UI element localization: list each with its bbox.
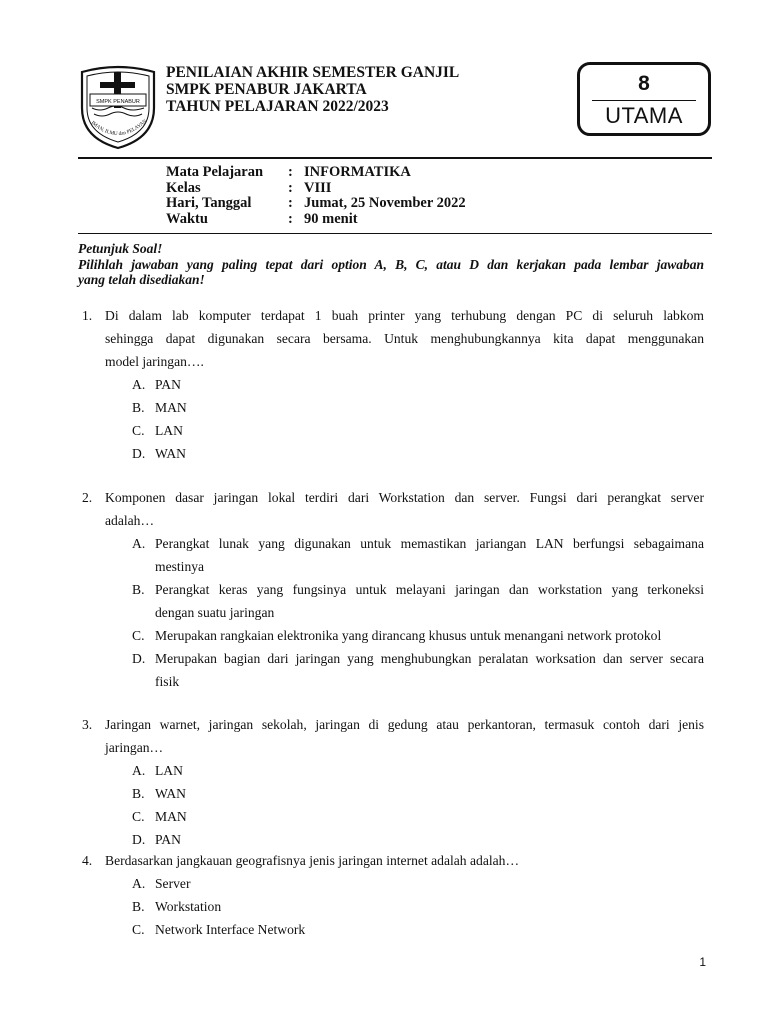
question-2 — [78, 486, 704, 693]
option-text: LAN — [155, 423, 183, 438]
option-text: Server — [155, 876, 191, 891]
answer-option-a[interactable] — [132, 759, 704, 782]
option-letter: A. — [132, 377, 146, 392]
info-key: Mata Pelajaran — [166, 164, 264, 180]
question-number: 1. — [82, 308, 93, 323]
logo-banner-text: SMPK PENABUR — [96, 99, 140, 105]
question-text — [105, 713, 704, 759]
logo-motto-text: IMAN, ILMU dan PELAYAN — [89, 118, 149, 138]
instructions — [78, 241, 704, 288]
exam-info-table — [166, 165, 466, 227]
option-text: PAN — [155, 377, 181, 392]
question-text-line: Berdasarkan jangkauan geografisnya jenis jaringan internet adalah adalah… — [105, 853, 520, 868]
page-number: 1 — [699, 955, 706, 969]
option-text: WAN — [155, 446, 186, 461]
info-colon: : — [288, 164, 293, 180]
option-text: Perangkat keras yang fungsinya untuk melayani jaringan dan workstation yang terkoneksi — [155, 582, 704, 597]
info-key: Waktu — [166, 210, 208, 227]
question-text-line: Komponen dasar jaringan lokal terdiri dari Workstation dan server. Fungsi dari perangkat server — [105, 490, 704, 505]
answer-option-a[interactable] — [132, 532, 704, 578]
question-text-line: Di dalam lab komputer terdapat 1 buah printer yang terhubung dengan PC di seluruh labkom — [105, 308, 704, 323]
school-logo — [78, 64, 158, 150]
option-letter: C. — [132, 922, 145, 937]
info-colon: : — [288, 210, 293, 227]
answer-option-c[interactable] — [132, 624, 704, 647]
option-text: LAN — [155, 763, 183, 778]
exam-code-label: UTAMA — [605, 103, 683, 128]
question-text-line: model jaringan…. — [105, 354, 204, 369]
option-text: Merupakan rangkaian elektronika yang dirancang khusus untuk menangani network protokol — [155, 628, 662, 643]
header-divider-top — [78, 157, 712, 159]
info-value: INFORMATIKA — [304, 164, 411, 180]
answer-option-a[interactable] — [132, 872, 704, 895]
option-text: WAN — [155, 786, 186, 801]
answer-option-d[interactable] — [132, 442, 704, 465]
exam-code-box — [577, 62, 711, 136]
exam-title-block — [166, 64, 459, 115]
school-logo-emblem — [78, 64, 158, 150]
answer-option-c[interactable] — [132, 805, 704, 828]
answer-option-c[interactable] — [132, 419, 704, 442]
option-letter: B. — [132, 899, 145, 914]
question-text-line: jaringan… — [105, 740, 164, 755]
option-text: PAN — [155, 832, 181, 847]
option-letter: D. — [132, 651, 146, 666]
option-letter: B. — [132, 786, 145, 801]
question-text-line: sehingga dapat digunakan secara bersama. Untuk menghubungkannya kita dapat menggunakan — [105, 331, 704, 346]
question-3 — [78, 713, 704, 851]
instructions-heading: Petunjuk Soal! — [78, 241, 163, 256]
option-letter: C. — [132, 423, 145, 438]
exam-title-line-3: TAHUN PELAJARAN 2022/2023 — [166, 98, 389, 115]
option-text: Perangkat lunak yang digunakan untuk memastikan jariangan LAN berfungsi sebagaimana — [155, 536, 704, 551]
question-text — [105, 849, 704, 872]
option-text: MAN — [155, 809, 187, 824]
answer-option-b[interactable] — [132, 578, 704, 624]
answer-option-b[interactable] — [132, 396, 704, 419]
answer-option-b[interactable] — [132, 895, 704, 918]
answer-option-a[interactable] — [132, 373, 704, 396]
info-value: Jumat, 25 November 2022 — [304, 195, 466, 211]
option-text: mestinya — [155, 559, 205, 574]
instructions-line-1: Pilihlah jawaban yang paling tepat dari option A, B, C, atau D dan kerjakan pada lembar jawaban — [78, 256, 704, 272]
answer-option-d[interactable] — [132, 647, 704, 693]
option-text: fisik — [155, 674, 180, 689]
question-number: 2. — [82, 490, 93, 505]
info-row-subject — [166, 165, 466, 181]
question-text-line: adalah… — [105, 513, 155, 528]
option-text: Workstation — [155, 899, 222, 914]
exam-code-divider — [592, 100, 696, 101]
answer-option-c[interactable] — [132, 918, 704, 941]
option-text: dengan suatu jaringan — [155, 605, 275, 620]
exam-title-line-1: PENILAIAN AKHIR SEMESTER GANJIL — [166, 64, 460, 81]
option-letter: C. — [132, 628, 145, 643]
info-colon: : — [288, 195, 293, 211]
question-number: 4. — [82, 853, 93, 868]
info-key: Kelas — [166, 179, 201, 196]
option-letter: C. — [132, 809, 145, 824]
info-key: Hari, Tanggal — [166, 195, 252, 211]
option-letter: B. — [132, 400, 145, 415]
option-text: MAN — [155, 400, 187, 415]
info-colon: : — [288, 179, 293, 196]
exam-title-line-2: SMPK PENABUR JAKARTA — [166, 81, 367, 98]
option-letter: A. — [132, 536, 146, 551]
exam-code-number: 8 — [638, 72, 650, 95]
question-1 — [78, 304, 704, 465]
info-row-class — [166, 181, 466, 197]
question-text — [105, 486, 704, 532]
question-text — [105, 304, 704, 373]
info-value: VIII — [304, 179, 332, 196]
info-row-duration — [166, 212, 466, 228]
answer-option-b[interactable] — [132, 782, 704, 805]
option-letter: A. — [132, 876, 146, 891]
option-text: Network Interface Network — [155, 922, 306, 937]
option-text: Merupakan bagian dari jaringan yang menghubungkan peralatan worksation dan server secara — [155, 651, 704, 666]
option-letter: D. — [132, 832, 146, 847]
info-row-date — [166, 196, 466, 212]
header-divider-bottom — [78, 233, 712, 234]
question-4 — [78, 849, 704, 941]
question-number: 3. — [82, 717, 93, 732]
question-text-line: Jaringan warnet, jaringan sekolah, jaringan di gedung atau perkantoran, termasuk contoh dari jenis — [105, 717, 704, 732]
option-letter: D. — [132, 446, 146, 461]
option-letter: A. — [132, 763, 146, 778]
instructions-line-2: yang telah disediakan! — [78, 272, 205, 287]
info-value: 90 menit — [304, 210, 358, 227]
answer-option-d[interactable] — [132, 828, 704, 851]
option-letter: B. — [132, 582, 145, 597]
